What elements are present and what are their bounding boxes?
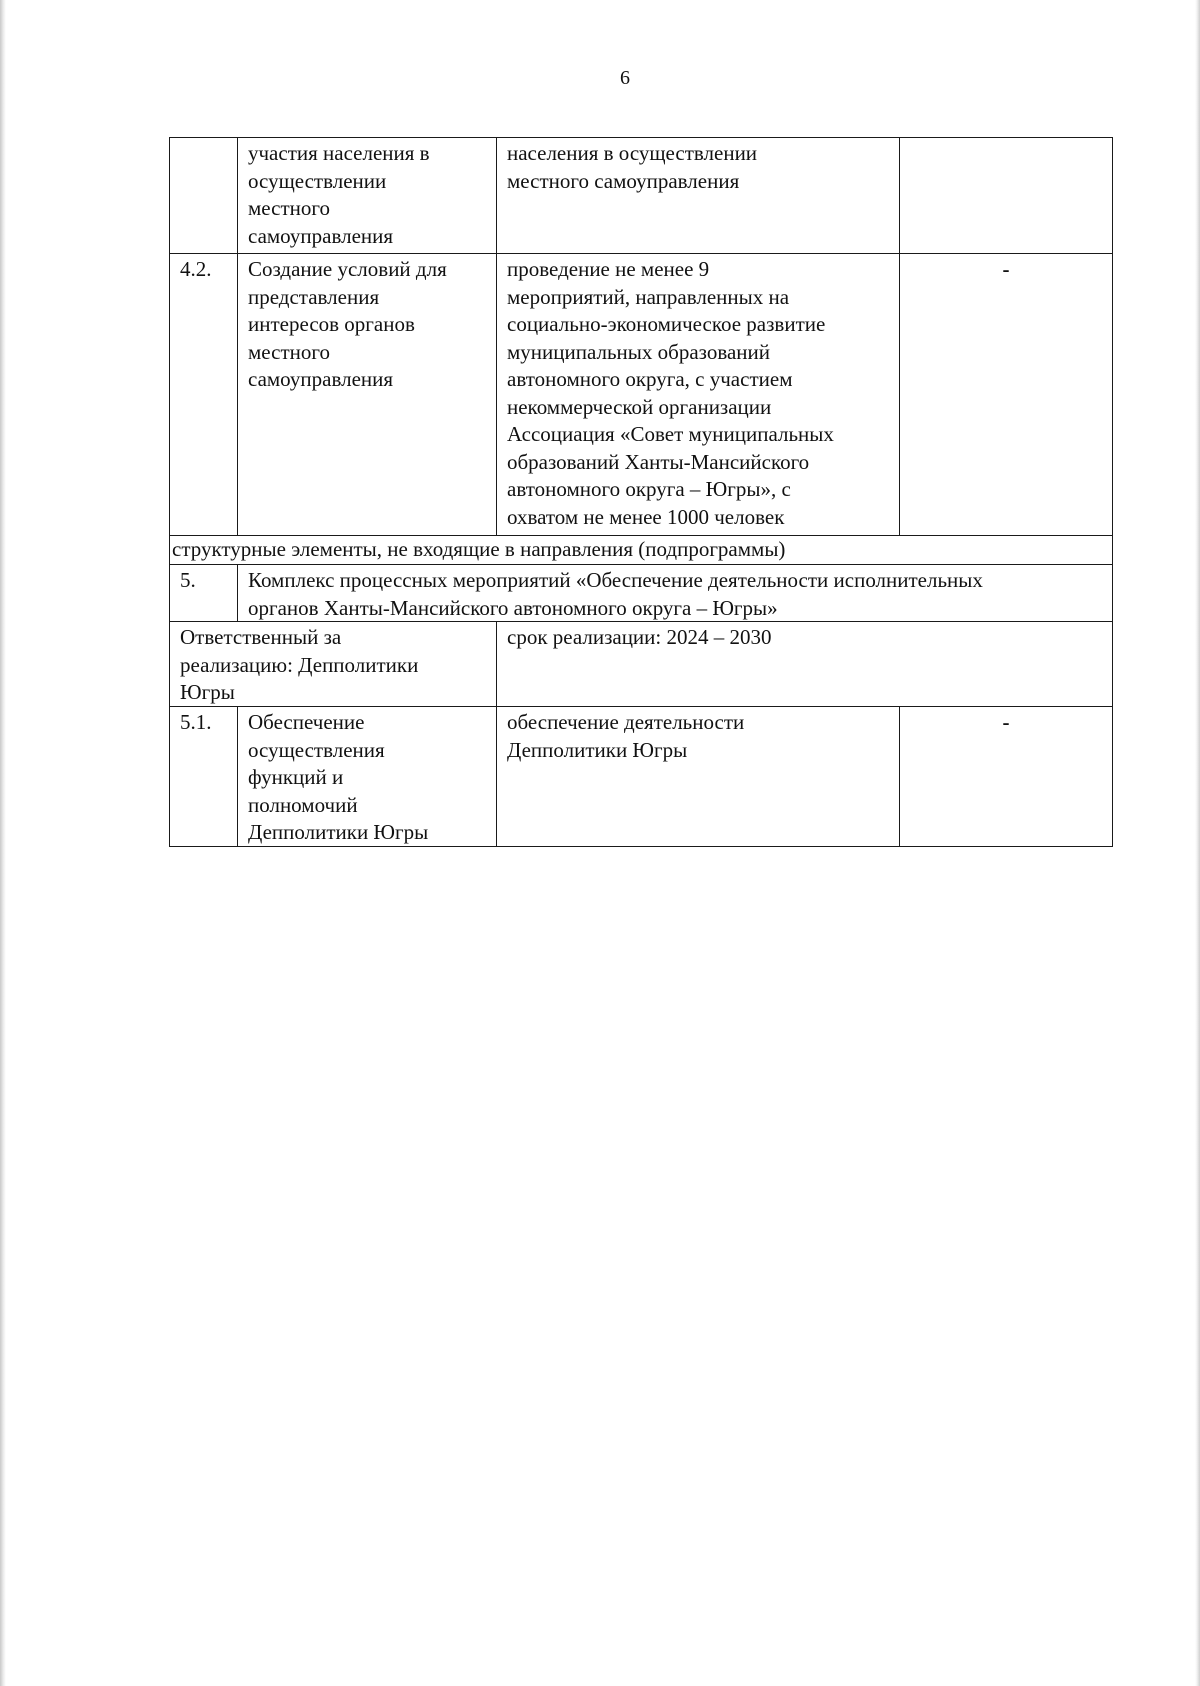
activity-extra-cell bbox=[899, 254, 1112, 535]
activity-name-cell bbox=[237, 138, 496, 253]
table-row bbox=[170, 253, 1112, 535]
scan-edge-right bbox=[1195, 0, 1200, 1686]
dash-mark: - bbox=[1002, 710, 1010, 734]
complex-title-cell bbox=[237, 565, 1112, 621]
activity-result-text: проведение не менее 9 мероприятий, направленных на социально-экономическое развитие муниципальных образований автономного округа, с участием некоммерческой организации Ассоциация «Совет муниципальных образований Ханты-Мансийского автономного округа – Югры», с охватом не менее 1000 человек bbox=[507, 257, 834, 529]
table-row bbox=[170, 138, 1112, 253]
section-heading: структурные элементы, не входящие в направления (подпрограммы) bbox=[172, 537, 786, 561]
activity-extra-cell bbox=[899, 138, 1112, 253]
table-row bbox=[170, 706, 1112, 846]
activity-extra-cell bbox=[899, 707, 1112, 846]
responsible-cell bbox=[170, 622, 496, 706]
activity-name-text: Обеспечение осуществления функций и полномочий Депполитики Югры bbox=[248, 710, 429, 844]
activity-result-cell bbox=[496, 138, 899, 253]
activity-name-text: участия населения в осуществлении местного самоуправления bbox=[248, 141, 430, 248]
document-table bbox=[169, 137, 1113, 847]
activity-result-text: обеспечение деятельности Депполитики Югры bbox=[507, 710, 745, 762]
row-number-cell: 5.1. bbox=[180, 710, 212, 734]
activity-name-cell bbox=[237, 707, 496, 846]
row-number-cell: 4.2. bbox=[180, 257, 212, 281]
table-row bbox=[170, 564, 1112, 621]
activity-result-cell bbox=[496, 254, 899, 535]
activity-name-text: Создание условий для представления интересов органов местного самоуправления bbox=[248, 257, 447, 391]
scan-edge-left bbox=[0, 0, 6, 1686]
term-cell bbox=[496, 622, 1112, 706]
activity-name-cell bbox=[237, 254, 496, 535]
row-number-cell bbox=[170, 138, 237, 253]
page-number: 6 bbox=[620, 67, 630, 89]
term-text: срок реализации: 2024 – 2030 bbox=[507, 625, 772, 649]
responsible-text: Ответственный за реализацию: Депполитики Югры bbox=[180, 625, 419, 704]
activity-result-cell bbox=[496, 707, 899, 846]
row-number-cell: 5. bbox=[180, 568, 196, 592]
activity-result-text: населения в осуществлении местного самоуправления bbox=[507, 141, 758, 193]
complex-title-text: Комплекс процессных мероприятий «Обеспечение деятельности исполнительных органов Ханты-Мансийского автономного округа – Югры» bbox=[248, 568, 983, 620]
dash-mark: - bbox=[1002, 257, 1010, 281]
table-row bbox=[170, 621, 1112, 706]
section-heading-row bbox=[170, 535, 1112, 564]
